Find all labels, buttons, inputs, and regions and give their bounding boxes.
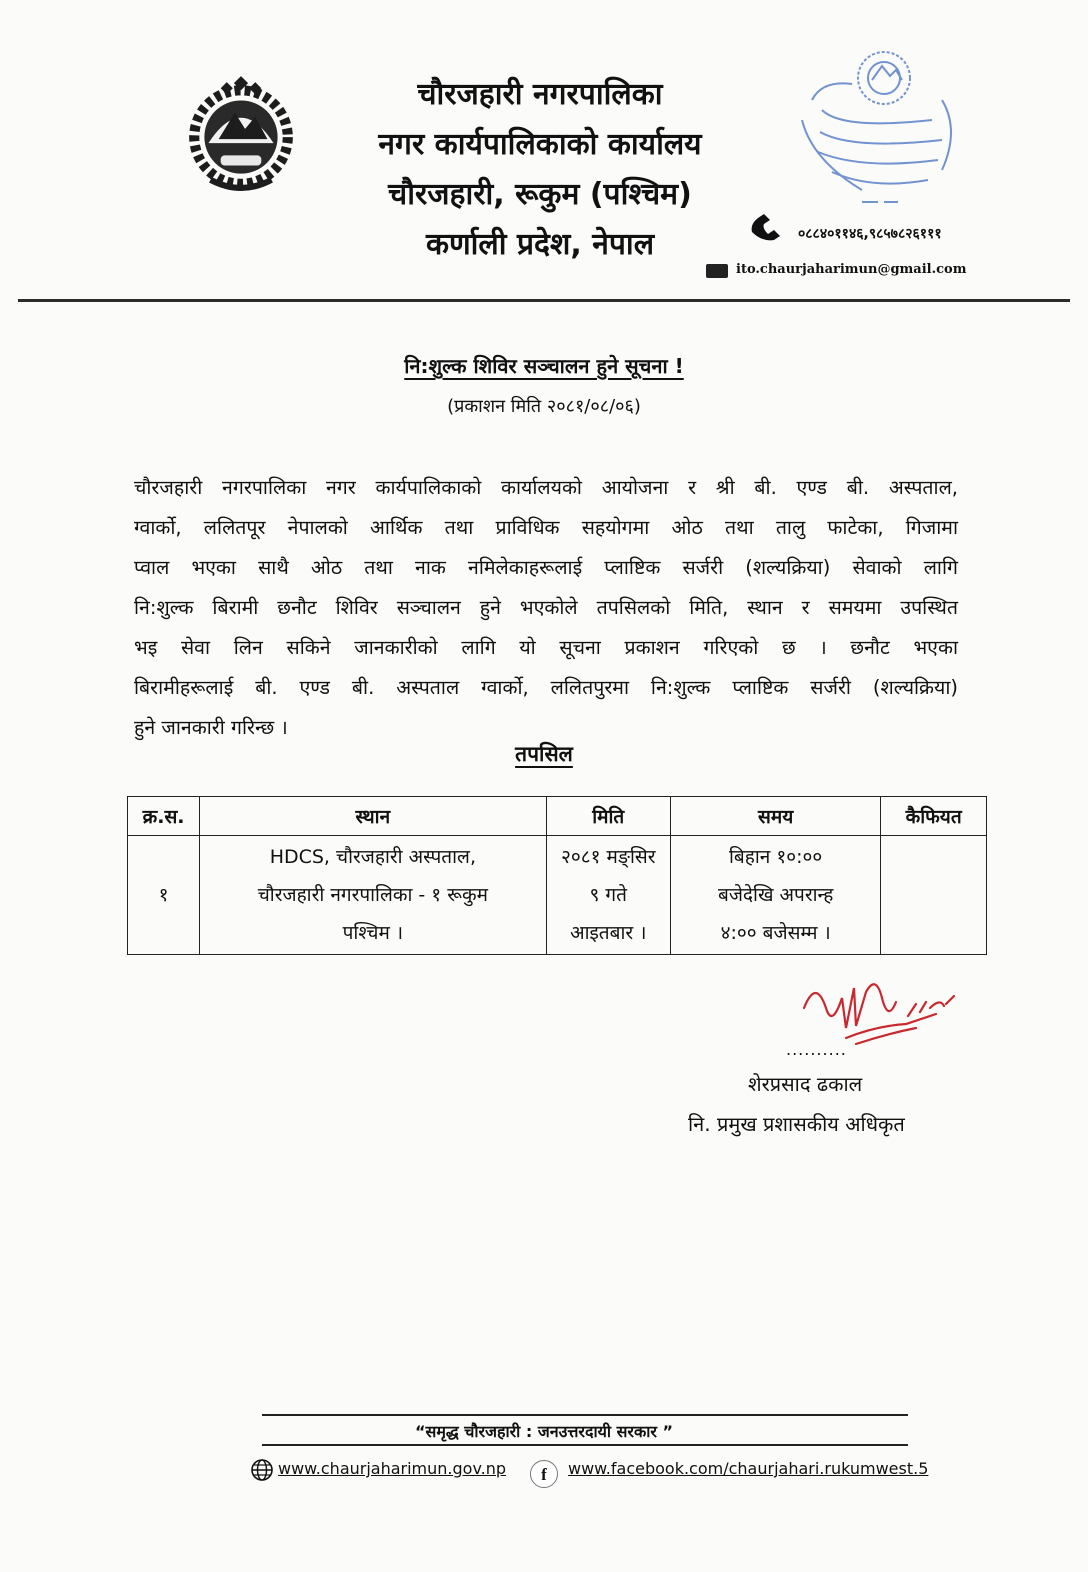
globe-icon: [250, 1458, 274, 1482]
signature-dots: ..........: [786, 1040, 847, 1059]
signer-name: शेरप्रसाद ढकाल: [748, 1072, 863, 1096]
schedule-table: [127, 796, 987, 955]
cell-time: [671, 836, 881, 955]
header-serial: क्र.स.: [128, 797, 200, 836]
website-link[interactable]: www.chaurjaharimun.gov.np: [278, 1459, 507, 1478]
footer-rule-bottom: [262, 1444, 908, 1446]
header-divider: [18, 299, 1070, 302]
header-date: मिति: [546, 797, 671, 836]
body-line: नि:शुल्क बिरामी छनौट शिविर सञ्चालन हुने भएकोले तपसिलको मिति, स्थान र समयमा उपस्थित: [134, 596, 958, 619]
phone-number: ०८८४०११४६,९८५७८२६१११: [798, 226, 942, 242]
cell-place: [200, 836, 546, 955]
body-line: हुने जानकारी गरिन्छ ।: [134, 716, 288, 739]
cell-date: [546, 836, 671, 955]
notice-body: [134, 468, 958, 748]
office-line-office: नगर कार्यपालिकाको कार्यालय: [378, 127, 702, 162]
time-line: ४:०० बजेसम्म ।: [720, 922, 831, 944]
footer-rule-top: [262, 1414, 908, 1416]
header-remarks: कैफियत: [881, 797, 987, 836]
body-line: भइ सेवा लिन सकिने जानकारीको लागि यो सूचना प्रकाशन गरिएको छ । छनौट भएका: [134, 636, 958, 659]
email-contact: [706, 262, 966, 282]
place-line: HDCS, चौरजहारी अस्पताल,: [269, 846, 476, 868]
facebook-icon: f: [530, 1460, 558, 1488]
table-row: [128, 836, 987, 955]
facebook-contact: [530, 1458, 960, 1484]
table-header-row: [128, 797, 987, 836]
body-line: ग्वार्को, ललितपूर नेपालको आर्थिक तथा प्राविधिक सहयोगमा ओठ तथा तालु फाटेका, गिजामा: [134, 516, 958, 539]
schedule-title: [0, 740, 1088, 768]
place-line: पश्चिम ।: [342, 922, 404, 944]
footer-slogan: “समृद्ध चौरजहारी : जनउत्तरदायी सरकार ”: [414, 1422, 674, 1441]
time-line: बजेदेखि अपरान्ह: [717, 884, 834, 906]
facebook-link[interactable]: www.facebook.com/chaurjahari.rukumwest.5: [568, 1459, 929, 1478]
signer-title: नि. प्रमुख प्रशासकीय अधिकृत: [688, 1112, 905, 1136]
body-line: चौरजहारी नगरपालिका नगर कार्यपालिकाको कार्यालयको आयोजना र श्री बी. एण्ड बी. अस्पताल,: [134, 476, 958, 499]
office-line-municipality: चौरजहारी नगरपालिका: [417, 77, 663, 112]
time-line: बिहान १०:००: [729, 846, 823, 868]
municipal-seal-icon: [792, 40, 962, 220]
date-line: आइतबार ।: [570, 922, 647, 944]
cell-remarks: [881, 836, 987, 955]
header-place: स्थान: [200, 797, 546, 836]
nepal-emblem-icon: [180, 72, 302, 194]
place-line: चौरजहारी नगरपालिका - १ रूकुम: [257, 884, 488, 906]
office-header: [330, 70, 750, 270]
office-line-address: चौरजहारी, रूकुम (पश्चिम): [388, 177, 692, 212]
telephone-icon: [748, 212, 784, 242]
cell-serial: १: [128, 836, 200, 955]
mail-icon: [706, 264, 728, 278]
body-line: बिरामीहरूलाई बी. एण्ड बी. अस्पताल ग्वार्को, ललितपुरमा नि:शुल्क प्लाष्टिक सर्जरी (शल्यक्रिया): [134, 676, 958, 699]
date-line: ९ गते: [589, 884, 627, 906]
publication-date: (प्रकाशन मिति २०८१/०८/०६): [447, 396, 641, 417]
website-contact: [250, 1458, 540, 1484]
notice-title: [0, 352, 1088, 379]
email-address: ito.chaurjaharimun@gmail.com: [736, 262, 967, 277]
notice-title-text: नि:शुल्क शिविर सञ्चालन हुने सूचना !: [404, 354, 684, 378]
phone-contact: [748, 212, 998, 242]
office-line-province: कर्णाली प्रदेश, नेपाल: [425, 227, 655, 262]
header-time: समय: [671, 797, 881, 836]
date-line: २०८१ मङ्सिर: [560, 846, 656, 868]
schedule-title-text: तपसिल: [515, 742, 573, 766]
body-line: प्वाल भएका साथै ओठ तथा नाक नमिलेकाहरूलाई प्लाष्टिक सर्जरी (शल्यक्रिया) सेवाको लागि: [134, 556, 958, 579]
